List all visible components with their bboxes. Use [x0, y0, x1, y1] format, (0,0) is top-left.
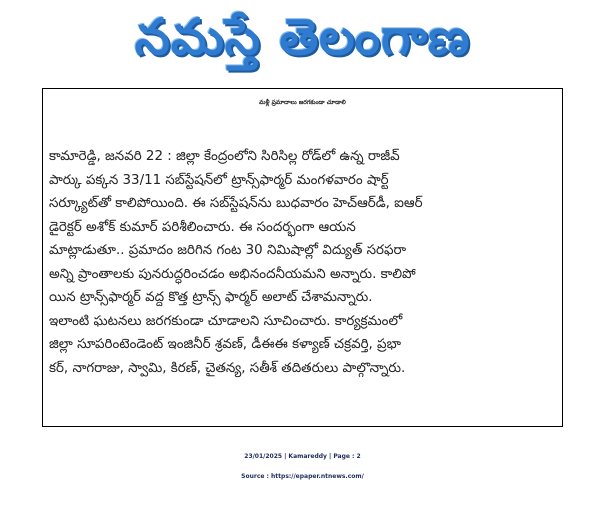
- article-line: జిల్లా సూపరింటెండెంట్ ఇంజినీర్ శ్రవణ్, డీఈఈ కళ్యాణ్ చక్రవర్తి, ప్రభా: [49, 337, 401, 352]
- article-line: ఇలాంటి ఘటనలు జరగకుండా చూడాలని సూచించారు. కార్యక్రమంలో: [49, 313, 403, 329]
- article-line: యిన ట్రాన్స్‌ఫార్మర్ వద్ద కొత్త ట్రాన్స్ ఫార్మర్ అలాట్ చేశామన్నారు.: [49, 290, 373, 305]
- article-line: సర్క్యూట్‌తో కాలిపోయింది. ఈ సబ్‌స్టేషన్‌ను బుధవారం హెచ్‌ఆర్‌డీ, ఐఆర్: [49, 196, 423, 211]
- source-caption: [0, 447, 605, 487]
- source-url: Source : https://epaper.ntnews.com/: [241, 473, 364, 480]
- masthead-logo: [0, 0, 605, 86]
- article-line: అన్ని ప్రాంతాలకు పునరుద్ధరించడం అభినందనీయమని అన్నారు. కాలిపో: [49, 266, 416, 282]
- article-line: మాట్లాడుతూ.. ప్రమాదం జరిగిన గంట 30 నిమిషాల్లో విద్యుత్ సరఫరా: [49, 243, 407, 258]
- article-clipping: [42, 88, 563, 427]
- article-headline: మళ్లీ ప్రమాదాలు జరగకుండా చూడాలి: [259, 99, 346, 106]
- article-line: పార్కు పక్కన 33/11 సబ్‌స్టేషన్‌లో ట్రాన్స్‌ఫార్మర్ మంగళవారం షార్ట్: [49, 172, 389, 188]
- article-line: కర్, నాగరాజు, స్వామి, కిరణ్, చైతన్య, సతీశ్ తదితరులు పాల్గొన్నారు.: [49, 360, 406, 376]
- date-location-page: 23/01/2025 | Kamareddy | Page : 2: [244, 453, 361, 460]
- article-line: కామారెడ్డి, జనవరి 22 : జిల్లా కేంద్రంలోని సిరిసిల్ల రోడ్‌లో ఉన్న రాజీవ్: [49, 149, 400, 164]
- article-line: డైరెక్టర్ అశోక్ కుమార్ పరిశీలించారు. ఈ సందర్భంగా ఆయన: [49, 219, 356, 235]
- article-body: [49, 145, 557, 380]
- masthead-title: నమస్తే తెలంగాణ: [134, 7, 471, 66]
